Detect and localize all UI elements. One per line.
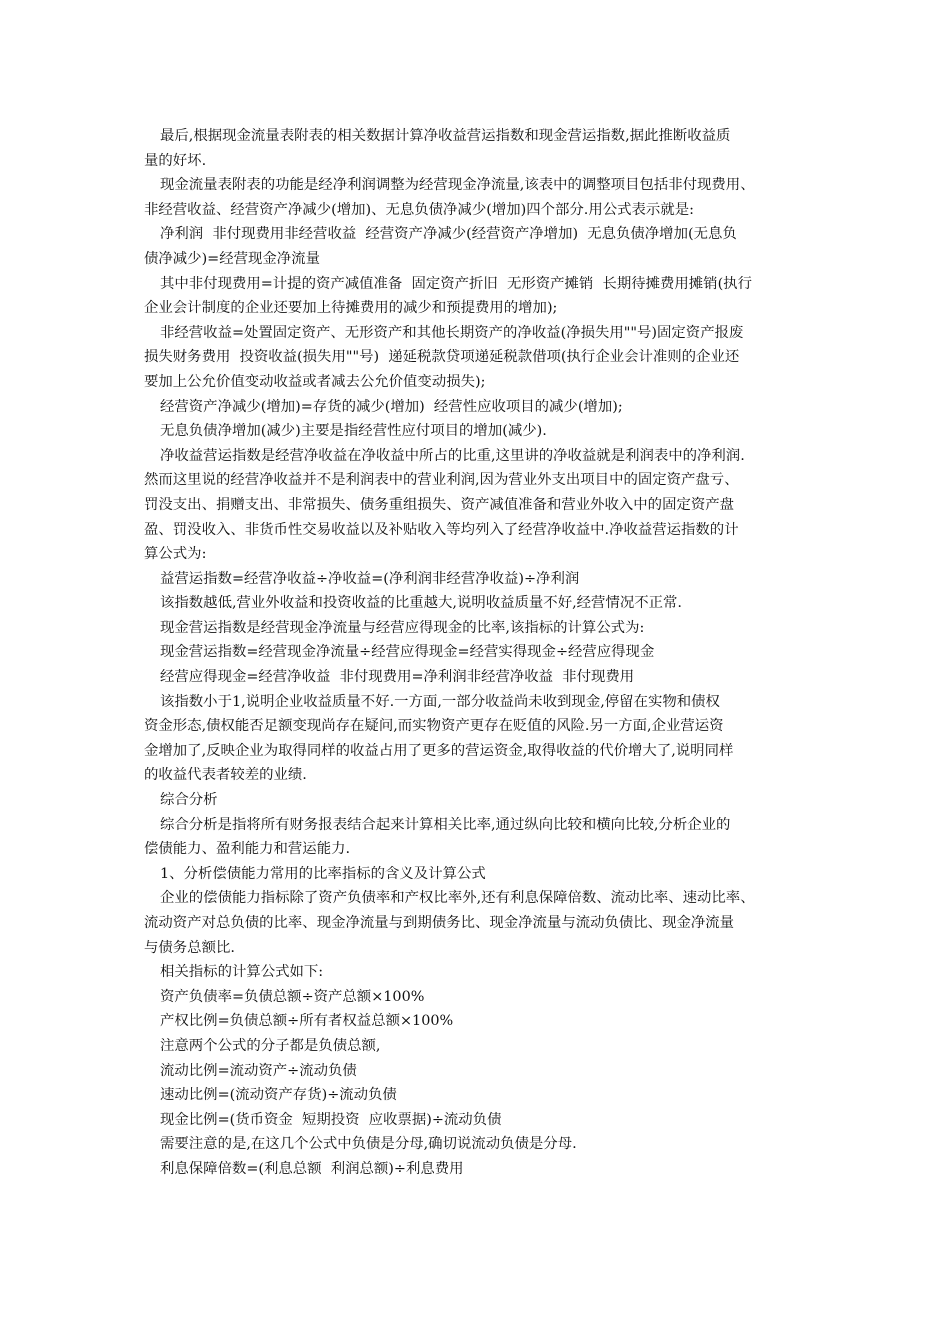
- text-line: 最后,根据现金流量表附表的相关数据计算净收益营运指数和现金营运指数,据此推断收益质: [160, 128, 731, 144]
- text-line: 该指数越低,营业外收益和投资收益的比重越大,说明收益质量不好,经营情况不正常.: [160, 595, 682, 612]
- text-line: 企业会计制度的企业还要加上待摊费用的减少和预提费用的增加);: [144, 300, 558, 317]
- text-line: 非经营收益=处置固定资产、无形资产和其他长期资产的净收益(净损失用""号)固定资产报废: [160, 324, 744, 341]
- text-line: 现金比例=(货币资金 短期投资 应收票据)÷流动负债: [160, 1111, 502, 1128]
- text-line: 资产负债率=负债总额÷资产总额×100%: [160, 988, 425, 1005]
- text-line: 综合分析是指将所有财务报表结合起来计算相关比率,通过纵向比较和横向比较,分析企业的: [160, 816, 731, 833]
- text-line: 1、分析偿债能力常用的比率指标的含义及计算公式: [160, 865, 486, 882]
- text-line: 经营应得现金=经营净收益 非付现费用=净利润非经营净收益 非付现费用: [160, 669, 635, 686]
- text-line: 流动比例=流动资产÷流动负债: [160, 1062, 357, 1079]
- text-line: 综合分析: [160, 792, 218, 809]
- text-line: 盈、罚没收入、非货币性交易收益以及补贴收入等均列入了经营净收益中.净收益营运指数的计: [144, 521, 739, 538]
- text-line: 损失财务费用 投资收益(损失用""号) 递延税款贷项递延税款借项(执行企业会计准则的企业还: [144, 349, 740, 366]
- text-line: 然而这里说的经营净收益并不是利润表中的营业利润,因为营业外支出项目中的固定资产盘亏、: [144, 472, 739, 489]
- text-line: 现金流量表附表的功能是经净利润调整为经营现金净流量,该表中的调整项目包括非付现费用、: [160, 177, 755, 194]
- text-line: 利息保障倍数=(利息总额 利润总额)÷利息费用: [160, 1160, 464, 1177]
- text-line: 其中非付现费用=计提的资产减值准备 固定资产折旧 无形资产摊销 长期待摊费用摊销(执行: [160, 275, 752, 292]
- text-line: 现金营运指数是经营现金净流量与经营应得现金的比率,该指标的计算公式为:: [160, 619, 645, 636]
- text-line: 该指数小于1,说明企业收益质量不好.一方面,一部分收益尚未收到现金,停留在实物和债权: [160, 693, 720, 710]
- text-line: 要加上公允价值变动收益或者减去公允价值变动损失);: [144, 373, 486, 390]
- text-line: 速动比例=(流动资产存货)÷流动负债: [160, 1087, 397, 1104]
- text-line: 净利润 非付现费用非经营收益 经营资产净减少(经营资产净增加) 无息负债净增加(无息负: [160, 226, 737, 243]
- document-body: [144, 124, 824, 1182]
- text-line: 需要注意的是,在这几个公式中负债是分母,确切说流动负债是分母.: [160, 1136, 577, 1153]
- text-line: 与债务总额比.: [144, 939, 235, 956]
- text-line: 罚没支出、捐赠支出、非常损失、债务重组损失、资产减值准备和营业外收入中的固定资产盘: [144, 496, 735, 513]
- text-line: 偿债能力、盈利能力和营运能力.: [144, 841, 351, 858]
- text-line: 量的好坏.: [144, 152, 207, 169]
- text-line: 资金形态,债权能否足额变现尚存在疑问,而实物资产更存在贬值的风险.另一方面,企业营运资: [144, 718, 724, 735]
- text-line: 产权比例=负债总额÷所有者权益总额×100%: [160, 1013, 454, 1030]
- text-line: 现金营运指数=经营现金净流量÷经营应得现金=经营实得现金÷经营应得现金: [160, 644, 655, 661]
- text-line: 净收益营运指数是经营净收益在净收益中所占的比重,这里讲的净收益就是利润表中的净利润.: [160, 447, 745, 464]
- text-line: 经营资产净减少(增加)=存货的减少(增加) 经营性应收项目的减少(增加);: [160, 398, 623, 415]
- text-line: 注意两个公式的分子都是负债总额,: [160, 1037, 381, 1054]
- text-line: 企业的偿债能力指标除了资产负债率和产权比率外,还有利息保障倍数、流动比率、速动比率、: [160, 890, 755, 907]
- text-line: 流动资产对总负债的比率、现金净流量与到期债务比、现金净流量与流动负债比、现金净流量: [144, 915, 735, 931]
- text-line: 债净减少)=经营现金净流量: [144, 250, 320, 267]
- text-line: 金增加了,反映企业为取得同样的收益占用了更多的营运资金,取得收益的代价增大了,说明同样: [144, 742, 734, 759]
- text-line: 非经营收益、经营资产净减少(增加)、无息负债净减少(增加)四个部分.用公式表示就是:: [144, 201, 694, 218]
- text-line: 无息负债净增加(减少)主要是指经营性应付项目的增加(减少).: [160, 423, 547, 440]
- text-line: 算公式为:: [144, 546, 207, 563]
- text-line: 益营运指数=经营净收益÷净收益=(净利润非经营净收益)÷净利润: [160, 570, 580, 587]
- text-line: 的收益代表者较差的业绩.: [144, 767, 307, 784]
- text-line: 相关指标的计算公式如下:: [160, 964, 324, 981]
